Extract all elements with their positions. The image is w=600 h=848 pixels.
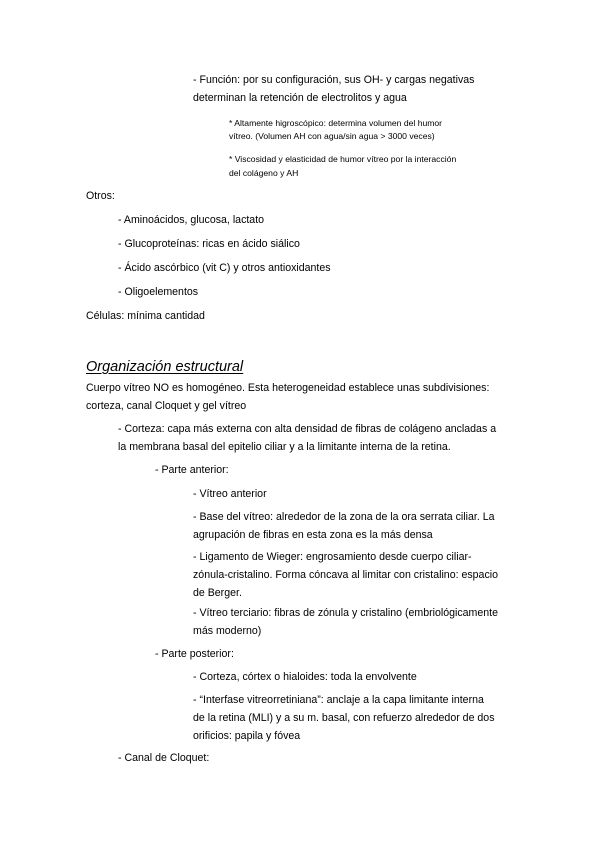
higroscopico-line-1: * Altamente higroscópico: determina volumen del humor — [229, 118, 443, 128]
interfase-line-2: de la retina (MLI) y a su m. basal, con refuerzo alrededor de dos — [193, 712, 495, 724]
viscosidad-line-2: del colágeno y AH — [229, 168, 299, 178]
otros-item-glucoproteinas: - Glucoproteínas: ricas en ácido siálico — [118, 238, 300, 250]
funcion-line-1: - Función: por su configuración, sus OH- y cargas negativas — [193, 74, 475, 86]
parte-anterior-label: - Parte anterior: — [155, 464, 229, 476]
corteza-line-1: - Corteza: capa más externa con alta densidad de fibras de colágeno ancladas a — [118, 423, 497, 435]
interfase-line-1: - “Interfase vitreorretiniana”: anclaje a la capa limitante interna — [193, 694, 484, 706]
hialoides-line: - Corteza, córtex o hialoides: toda la envolvente — [193, 671, 417, 683]
parte-posterior-label: - Parte posterior: — [155, 648, 234, 660]
higroscopico-line-2: vítreo. (Volumen AH con agua/sin agua > 3000 veces) — [229, 131, 435, 141]
terciario-line-2: más moderno) — [193, 625, 262, 637]
otros-label: Otros: — [86, 190, 115, 202]
wieger-line-3: de Berger. — [193, 587, 242, 599]
viscosidad-line-1: * Viscosidad y elasticidad de humor vítreo por la interacción — [229, 154, 457, 164]
base-vitreo-line-1: - Base del vítreo: alrededor de la zona de la ora serrata ciliar. La — [193, 511, 495, 523]
intro-line-2: corteza, canal Cloquet y gel vítreo — [86, 400, 247, 412]
terciario-line-1: - Vítreo terciario: fibras de zónula y cristalino (embriológicamente — [193, 607, 498, 619]
otros-item-acido-ascorbico: - Ácido ascórbico (vit C) y otros antioxidantes — [118, 262, 331, 274]
celulas-line: Células: mínima cantidad — [86, 310, 205, 322]
base-vitreo-line-2: agrupación de fibras en esta zona es la más densa — [193, 529, 433, 541]
intro-line-1: Cuerpo vítreo NO es homogéneo. Esta heterogeneidad establece unas subdivisiones: — [86, 382, 490, 394]
otros-item-oligoelementos: - Oligoelementos — [118, 286, 199, 298]
funcion-line-2: determinan la retención de electrolitos y agua — [193, 92, 407, 104]
wieger-line-2: zónula-cristalino. Forma cóncava al limitar con cristalino: espacio — [193, 569, 498, 581]
vitreo-anterior: - Vítreo anterior — [193, 488, 267, 500]
section-heading: Organización estructural — [86, 359, 244, 375]
wieger-line-1: - Ligamento de Wieger: engrosamiento desde cuerpo ciliar- — [193, 551, 472, 563]
interfase-line-3: orificios: papila y fóvea — [193, 730, 301, 742]
corteza-line-2: la membrana basal del epitelio ciliar y a la limitante interna de la retina. — [118, 441, 451, 453]
otros-item-aminoacidos: - Aminoácidos, glucosa, lactato — [118, 214, 265, 226]
canal-cloquet-label: - Canal de Cloquet: — [118, 752, 210, 764]
